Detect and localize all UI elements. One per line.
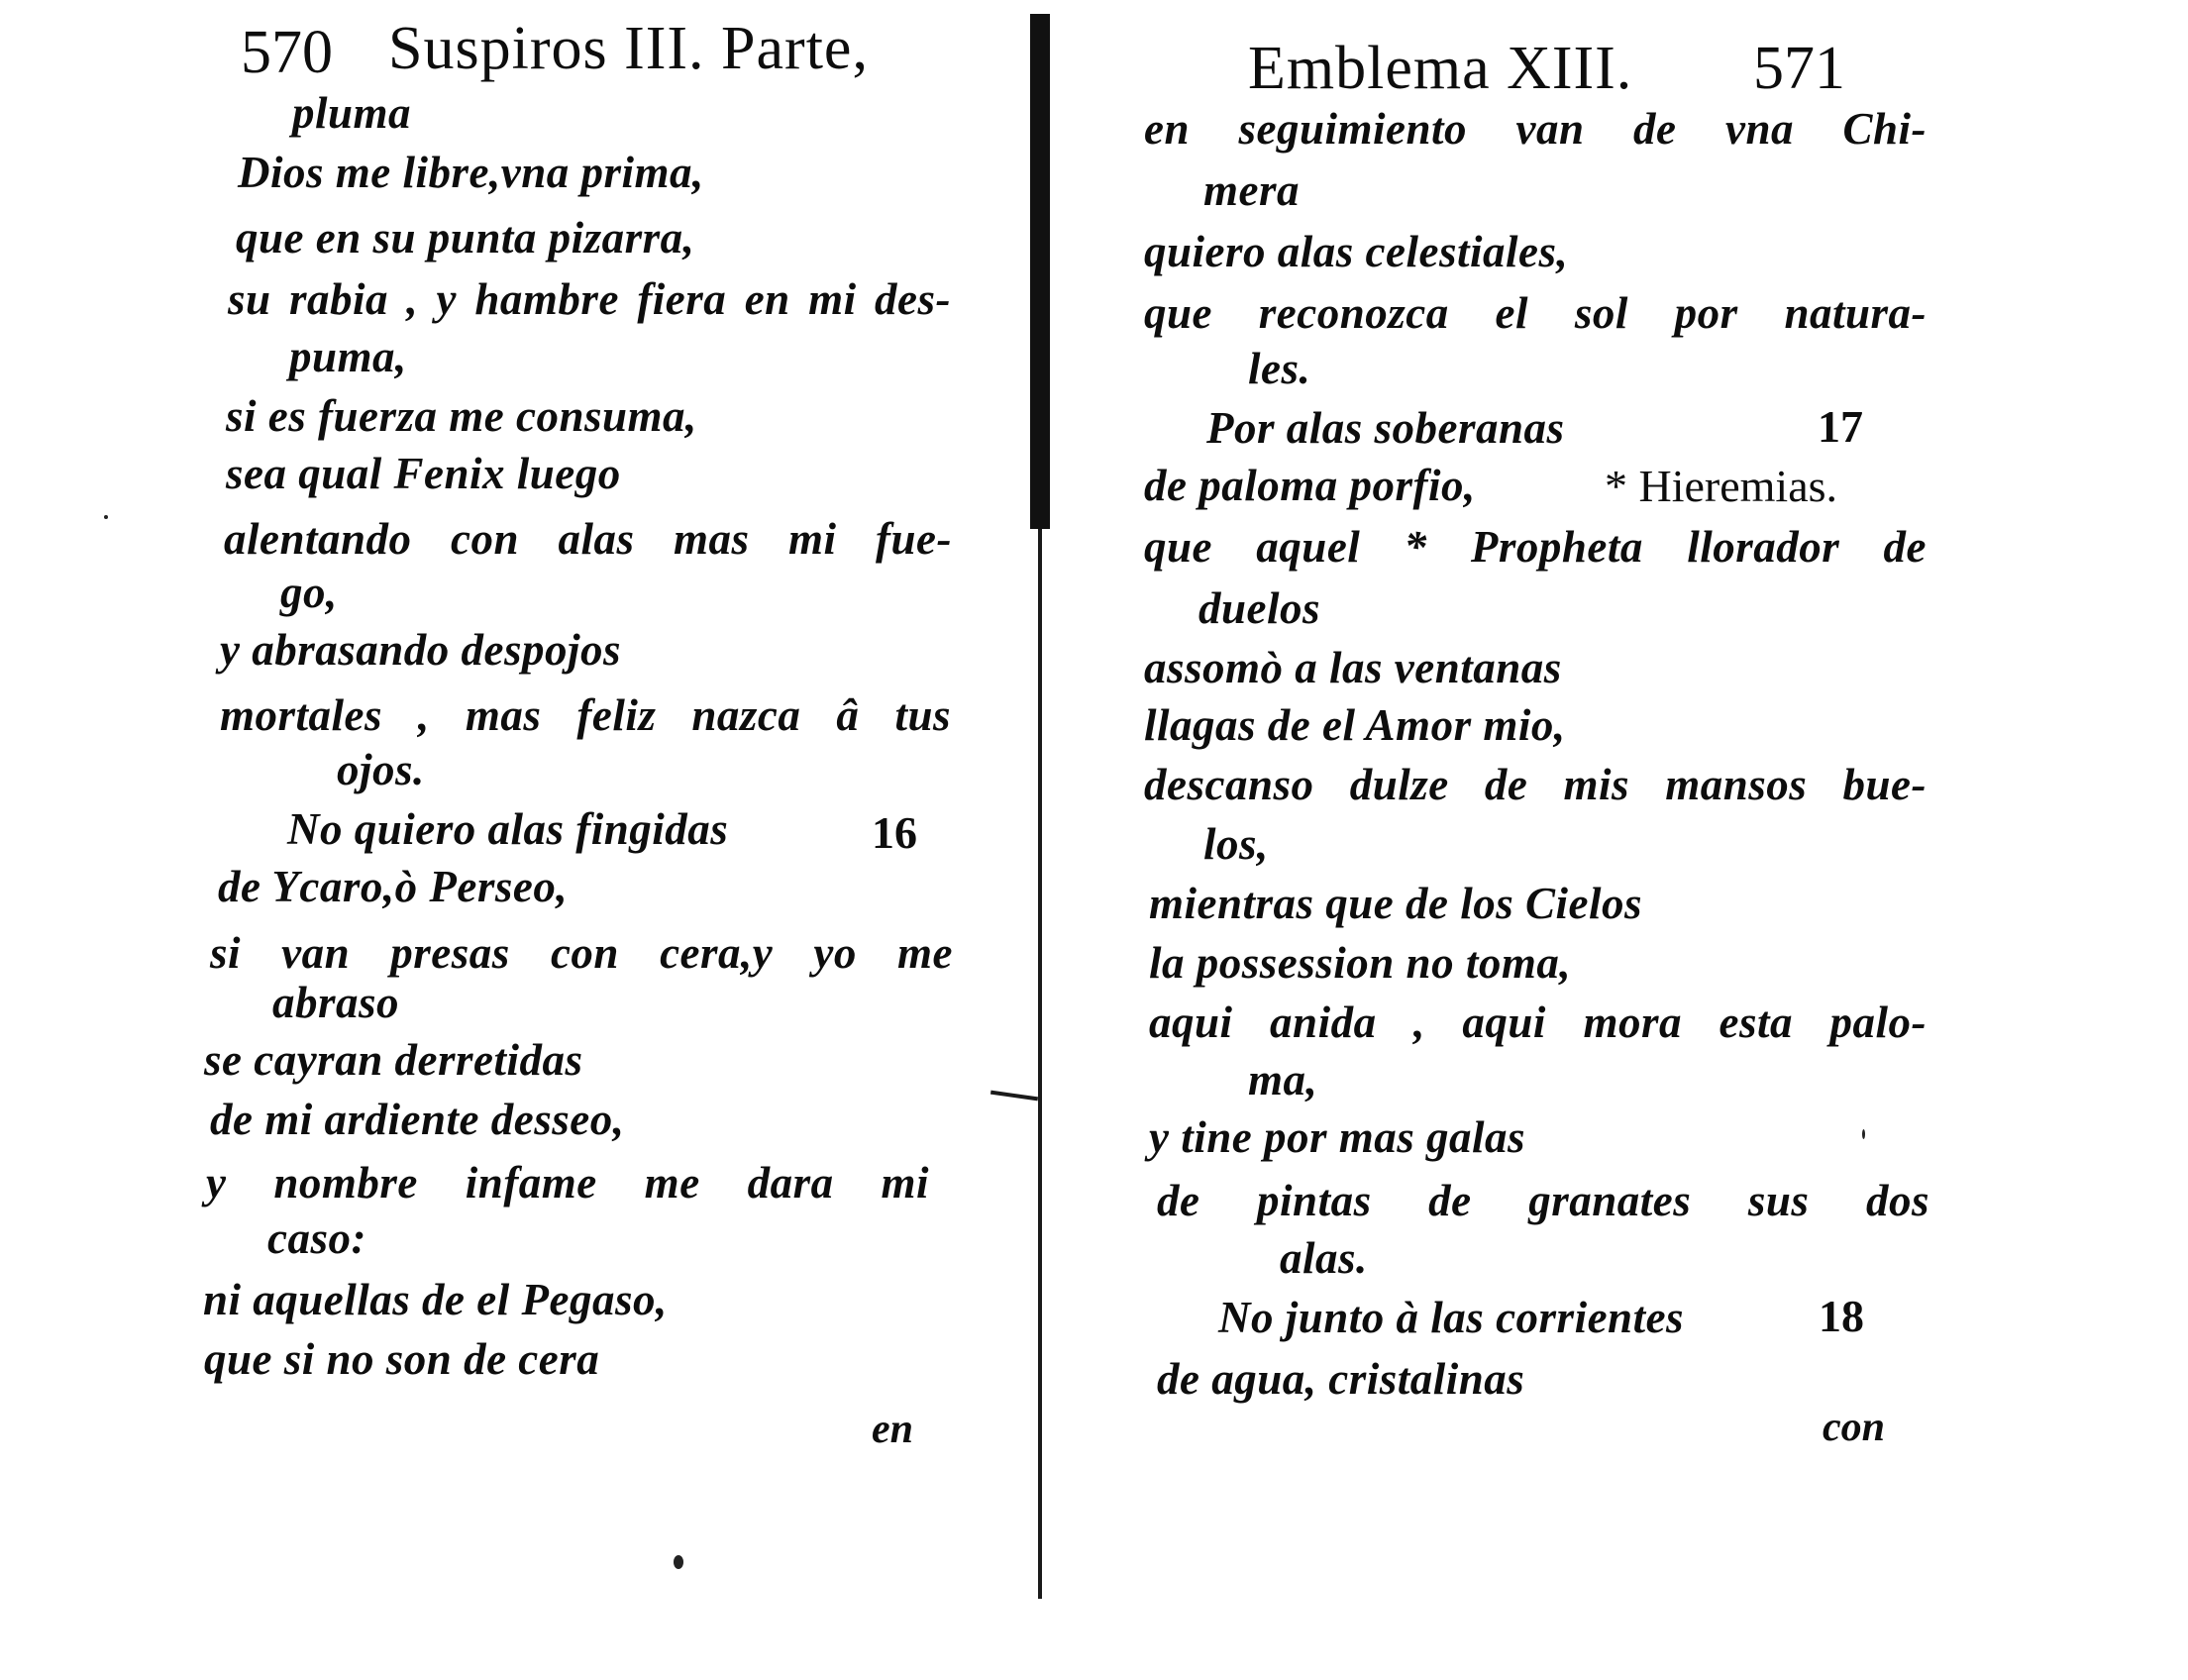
right-line-4: que reconozca el sol por natura-	[1144, 288, 1927, 338]
side-note-hieremias: * Hieremias.	[1605, 461, 1838, 511]
left-page	[0, 0, 1030, 1680]
left-line-8: alentando con alas mas mi fue-	[224, 514, 952, 564]
stanza-number-17: 17	[1818, 401, 1863, 452]
left-running-head: Suspiros III. Parte,	[388, 15, 869, 82]
left-line-2: Dios me libre,vna prima,	[238, 148, 704, 197]
left-line-5: puma,	[289, 332, 407, 381]
left-line-17: se cayran derretidas	[204, 1035, 583, 1085]
right-line-22: de agua, cristalinas	[1157, 1354, 1525, 1404]
stanza-number-18: 18	[1819, 1291, 1864, 1341]
left-line-7: sea qual Fenix luego	[226, 449, 621, 498]
right-running-head: Emblema XIII.	[1248, 35, 1633, 102]
gutter-line	[1038, 529, 1042, 1599]
left-line-3: que en su punta pizarra,	[236, 213, 695, 262]
right-line-6: Por alas soberanas	[1206, 403, 1565, 453]
right-line-20: alas.	[1280, 1233, 1368, 1283]
right-line-11: llagas de el Amor mio,	[1144, 700, 1566, 750]
left-line-15: si van presas con cera,y yo me	[210, 928, 953, 978]
left-catchword: en	[872, 1407, 913, 1452]
right-line-3: quiero alas celestiales,	[1144, 227, 1569, 276]
left-line-14: de Ycaro,ò Perseo,	[218, 862, 569, 911]
right-line-19: de pintas de granates sus dos	[1157, 1176, 1929, 1225]
left-line-20: caso:	[267, 1213, 366, 1263]
left-line-13: No quiero alas fingidas	[287, 804, 729, 854]
gutter-shadow	[1030, 14, 1050, 529]
right-line-12: descanso dulze de mis mansos bue-	[1144, 760, 1927, 809]
scan-speck	[1862, 1129, 1865, 1139]
right-line-14: mientras que de los Cielos	[1149, 879, 1643, 928]
left-line-10: y abrasando despojos	[220, 625, 622, 675]
right-line-8: que aquel * Propheta llorador de	[1144, 522, 1927, 572]
left-line-21: ni aquellas de el Pegaso,	[203, 1275, 668, 1324]
right-line-21: No junto à las corrientes	[1218, 1293, 1685, 1342]
left-line-11: mortales , mas feliz nazca â tus	[220, 690, 951, 740]
left-line-4: su rabia , y hambre fiera en mi des-	[228, 274, 951, 324]
gutter-fold	[1030, 14, 1052, 1599]
right-line-13: los,	[1203, 819, 1269, 869]
right-page	[1050, 0, 2188, 1680]
right-line-1: en seguimiento van de vna Chi-	[1144, 104, 1927, 154]
right-line-16: aqui anida , aqui mora esta palo-	[1149, 998, 1927, 1047]
right-line-7: de paloma porfio,	[1144, 461, 1476, 510]
left-line-19: y nombre infame me dara mi	[206, 1158, 929, 1208]
scan-speck	[104, 515, 108, 519]
left-line-16: abraso	[272, 978, 400, 1027]
right-line-2: mera	[1203, 165, 1300, 215]
right-line-5: les.	[1248, 344, 1311, 393]
left-line-12: ojos.	[337, 745, 425, 794]
right-line-17: ma,	[1248, 1055, 1318, 1104]
stanza-number-16: 16	[872, 807, 917, 858]
right-line-18: y tine por mas galas	[1149, 1112, 1526, 1162]
right-page-number: 571	[1753, 35, 1845, 102]
right-line-10: assomò a las ventanas	[1144, 643, 1562, 692]
right-line-9: duelos	[1198, 583, 1321, 633]
left-line-22: que si no son de cera	[204, 1334, 600, 1384]
left-line-9: go,	[280, 568, 338, 617]
left-line-6: si es fuerza me consuma,	[226, 391, 697, 441]
right-line-15: la possession no toma,	[1149, 938, 1572, 988]
left-line-18: de mi ardiente desseo,	[210, 1095, 625, 1144]
left-page-number: 570	[241, 19, 333, 86]
scan-speck	[674, 1555, 683, 1569]
right-catchword: con	[1823, 1405, 1885, 1450]
left-line-1: pluma	[292, 88, 412, 138]
